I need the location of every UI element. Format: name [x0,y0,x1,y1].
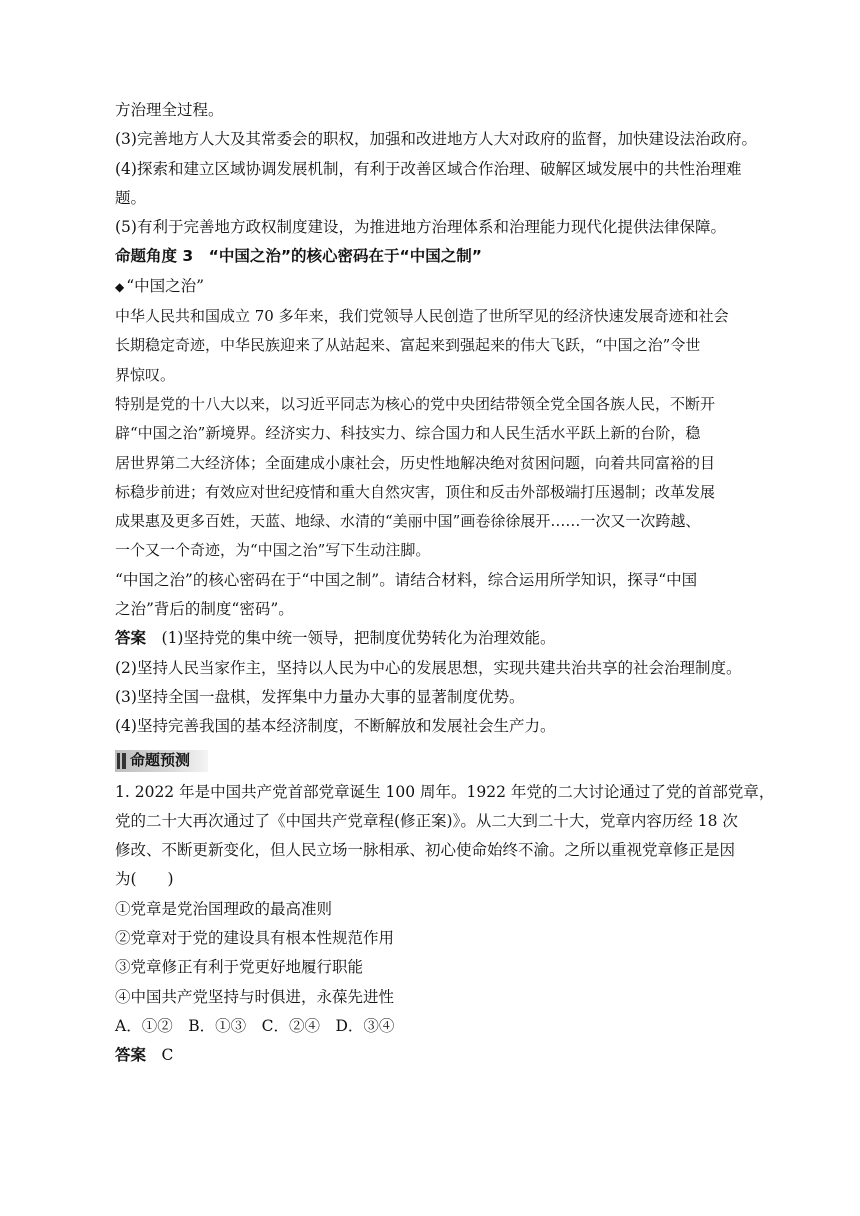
material-line: 辟“中国之治”新境界。经济实力、科技实力、综合国力和人民生活水平跃上新的台阶，稳 [115,424,701,443]
text-line: (5)有利于完善地方政权制度建设，为推进地方治理体系和治理能力现代化提供法律保障。 [115,218,726,237]
answer-label: 答案 [115,629,147,648]
answer-block [115,624,745,741]
q1-stem-line: 1. 2022 年是中国共产党首部党章诞生 100 周年。1922 年党的二大讨论通过了党的首部党章， [115,782,775,801]
diamond-bullet-icon: ◆ [115,279,125,294]
q1-stem-line: 为( ) [115,870,174,889]
material-line: 一个又一个奇迹，为“中国之治”写下生动注脚。 [115,541,431,560]
text-line: (4)探索和建立区域协调发展机制，有利于改善区域合作治理、破解区域发展中的共性治理难 [115,159,742,178]
q1-choices: A．①② B．①③ C．②④ D．③④ [115,1016,395,1035]
answer-first-line [115,624,745,653]
material-line: 居世界第二大经济体；全面建成小康社会，历史性地解决绝对贫困问题，向着共同富裕的目 [115,453,716,472]
material-heading [115,272,745,302]
material-line: 界惊叹。 [115,365,176,384]
material-line: 标稳步前进；有效应对世纪疫情和重大自然灾害，顶住和反击外部极端打压遏制；改革发展 [115,482,716,501]
text-line: (3)完善地方人大及其常委会的职权，加强和改进地方人大对政府的监督，加快建设法治政府。 [115,130,757,149]
material-line: 成果惠及更多百姓，天蓝、地绿、水清的“美丽中国”画卷徐徐展开……一次又一次跨越、 [115,512,701,531]
question-1 [115,778,775,1071]
answer-first-text: (1)坚持党的集中统一领导，把制度优势转化为治理效能。 [146,629,556,648]
q1-option: ①党章是党治国理政的最高准则 [115,899,333,918]
question-text [115,566,745,625]
q1-option: ③党章修正有利于党更好地履行职能 [115,958,364,977]
answer-line: (4)坚持完善我国的基本经济制度，不断解放和发展社会生产力。 [115,717,556,736]
material-heading-text: “中国之治” [126,276,205,295]
section-title: 命题预测 [130,750,191,769]
material-text [115,302,745,566]
material-line: 长期稳定奇迹，中华民族迎来了从站起来、富起来到强起来的伟大飞跃，“中国之治”令世 [115,336,701,355]
material-line: 中华人民共和国成立 70 多年来，我们党领导人民创造了世所罕见的经济快速发展奇迹和社会 [115,307,729,326]
answer-line: (3)坚持全国一盘棋，发挥集中力量办大事的显著制度优势。 [115,687,525,706]
q1-option: ②党章对于党的建设具有根本性规范作用 [115,929,395,948]
q1-stem-line: 党的二十大再次通过了《中国共产党章程(修正案)》。从二大到二十大，党章内容历经 18 次 [115,811,738,830]
section-header [115,748,745,774]
answer-line: (2)坚持人民当家作主，坚持以人民为中心的发展思想，实现共建共治共享的社会治理制度。 [115,658,742,677]
material-line: 特别是党的十八大以来，以习近平同志为核心的党中央团结带领全党全国各族人民，不断开 [115,394,716,413]
document-page [115,96,775,1071]
question-line: 之治”背后的制度“密码”。 [115,600,294,619]
q1-option: ④中国共产党坚持与时俱进，永葆先进性 [115,987,395,1006]
section-marker-icon [115,753,126,769]
text-line: 方治理全过程。 [115,101,224,119]
q1-answer [115,1041,745,1070]
q1-answer-value: C [146,1046,174,1065]
q1-stem-line: 修改、不断更新变化，但人民立场一脉相承、初心使命始终不渝。之所以重视党章修正是因 [115,841,736,860]
q1-answer-label: 答案 [115,1046,147,1065]
angle-heading: 命题角度 3 “中国之治”的核心密码在于“中国之制” [115,247,482,266]
text-block-top [115,96,757,242]
text-line: 题。 [115,188,147,207]
question-line: “中国之治”的核心密码在于“中国之制”。请结合材料，综合运用所学知识，探寻“中国 [115,570,698,589]
section-banner [115,750,208,772]
